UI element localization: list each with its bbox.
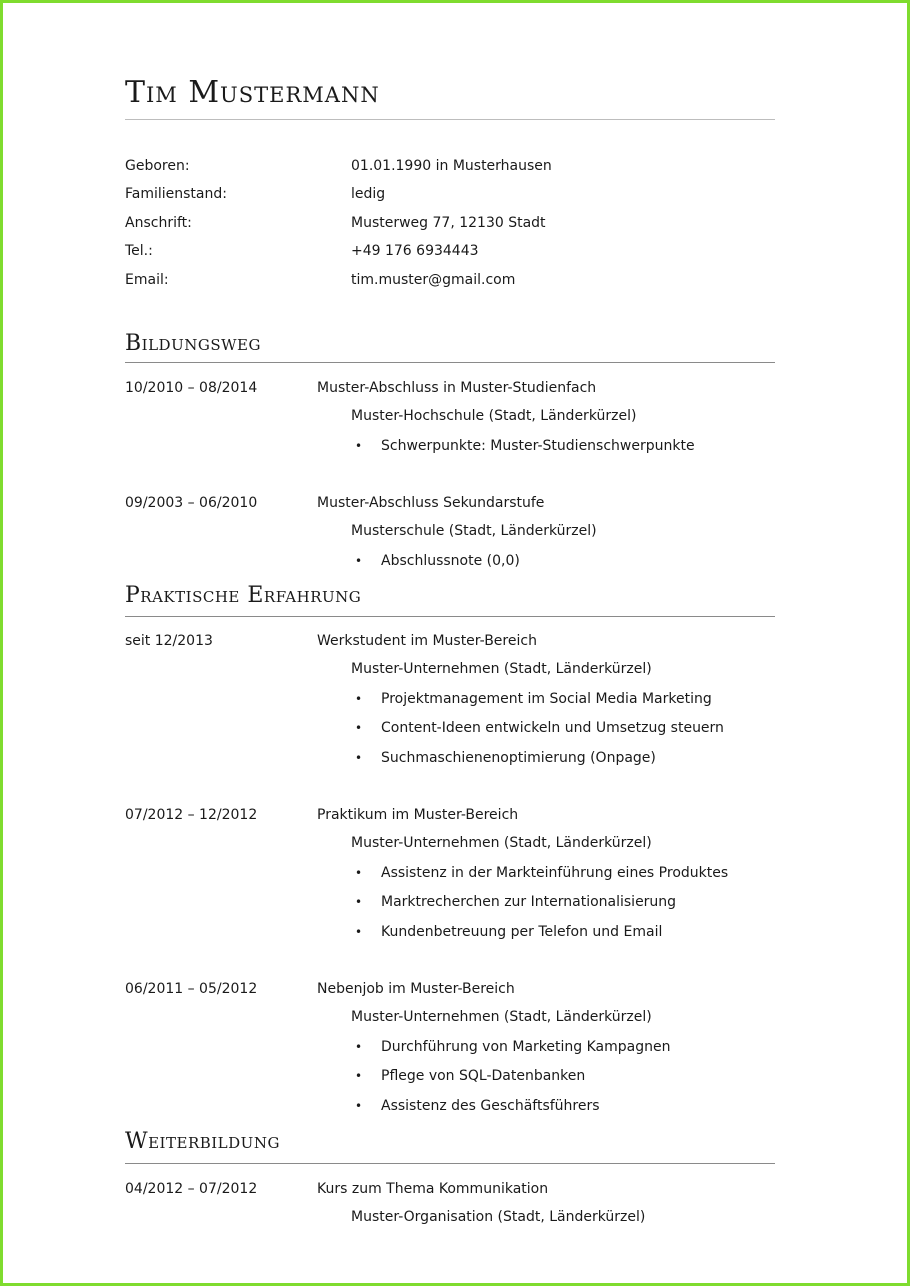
list-item — [355, 552, 520, 570]
section-title-bildung: Bildungsweg — [125, 331, 261, 356]
entry-title: Muster-Abschluss Sekundarstufe — [317, 495, 545, 511]
list-item-text: Assistenz in der Markteinführung eines Produktes — [381, 865, 729, 881]
list-item-text: Kundenbetreuung per Telefon und Email — [381, 924, 663, 940]
list-item-text: Abschlussnote (0,0) — [381, 553, 520, 569]
list-item — [355, 864, 728, 882]
entry-org: Muster-Organisation (Stadt, Länderkürzel) — [351, 1209, 646, 1225]
bullet-icon: • — [355, 866, 363, 880]
bullet-icon: • — [355, 751, 363, 765]
bullet-icon: • — [355, 692, 363, 706]
entry-date: 07/2012 – 12/2012 — [125, 807, 258, 823]
cv-name: Tim Mustermann — [125, 75, 380, 110]
list-item — [355, 437, 695, 455]
entry-date: 10/2010 – 08/2014 — [125, 380, 258, 396]
entry-date: 06/2011 – 05/2012 — [125, 981, 258, 997]
entry-title: Nebenjob im Muster-Bereich — [317, 981, 515, 997]
entry-date: 09/2003 – 06/2010 — [125, 495, 258, 511]
bullet-icon: • — [355, 925, 363, 939]
list-item — [355, 719, 724, 737]
list-item-text: Content-Ideen entwickeln und Umsetzug steuern — [381, 720, 724, 736]
list-item-text: Schwerpunkte: Muster-Studienschwerpunkte — [381, 438, 695, 454]
bullet-icon: • — [355, 554, 363, 568]
personal-label: Anschrift: — [125, 215, 192, 231]
entry-org: Muster-Unternehmen (Stadt, Länderkürzel) — [351, 1009, 652, 1025]
list-item — [355, 893, 676, 911]
personal-label: Email: — [125, 272, 169, 288]
entry-title: Muster-Abschluss in Muster-Studienfach — [317, 380, 597, 396]
list-item — [355, 1067, 585, 1085]
personal-email: tim.muster@gmail.com — [351, 272, 516, 288]
entry-title: Werkstudent im Muster-Bereich — [317, 633, 537, 649]
personal-label: Familienstand: — [125, 186, 227, 202]
list-item — [355, 923, 662, 941]
list-item-text: Pflege von SQL-Datenbanken — [381, 1068, 586, 1084]
bullet-icon: • — [355, 1069, 363, 1083]
entry-date: 04/2012 – 07/2012 — [125, 1181, 258, 1197]
bullet-icon: • — [355, 895, 363, 909]
list-item-text: Suchmaschienenoptimierung (Onpage) — [381, 750, 656, 766]
entry-org: Musterschule (Stadt, Länderkürzel) — [351, 523, 597, 539]
section-divider — [125, 1163, 775, 1164]
list-item — [355, 1097, 600, 1115]
personal-label: Tel.: — [125, 243, 153, 259]
entry-org: Muster-Unternehmen (Stadt, Länderkürzel) — [351, 661, 652, 677]
list-item — [355, 690, 712, 708]
bullet-icon: • — [355, 1099, 363, 1113]
personal-value: ledig — [351, 186, 386, 202]
section-title-praxis: Praktische Erfahrung — [125, 583, 362, 608]
list-item-text: Assistenz des Geschäftsführers — [381, 1098, 600, 1114]
list-item-text: Durchführung von Marketing Kampagnen — [381, 1039, 671, 1055]
personal-value: 01.01.1990 in Musterhausen — [351, 158, 552, 174]
personal-value: Musterweg 77, 12130 Stadt — [351, 215, 546, 231]
bullet-icon: • — [355, 439, 363, 453]
entry-title: Kurs zum Thema Kommunikation — [317, 1181, 549, 1197]
personal-label: Geboren: — [125, 158, 190, 174]
entry-org: Muster-Hochschule (Stadt, Länderkürzel) — [351, 408, 637, 424]
entry-title: Praktikum im Muster-Bereich — [317, 807, 519, 823]
list-item-text: Marktrecherchen zur Internationalisierung — [381, 894, 677, 910]
bullet-icon: • — [355, 1040, 363, 1054]
list-item-text: Projektmanagement im Social Media Marketing — [381, 691, 712, 707]
personal-value: +49 176 6934443 — [351, 243, 479, 259]
entry-org: Muster-Unternehmen (Stadt, Länderkürzel) — [351, 835, 652, 851]
name-divider — [125, 119, 775, 120]
list-item — [355, 1038, 670, 1056]
section-divider — [125, 616, 775, 617]
section-divider — [125, 362, 775, 363]
list-item — [355, 749, 656, 767]
bullet-icon: • — [355, 721, 363, 735]
section-title-weiterbildung: Weiterbildung — [125, 1129, 280, 1154]
entry-date: seit 12/2013 — [125, 633, 213, 649]
